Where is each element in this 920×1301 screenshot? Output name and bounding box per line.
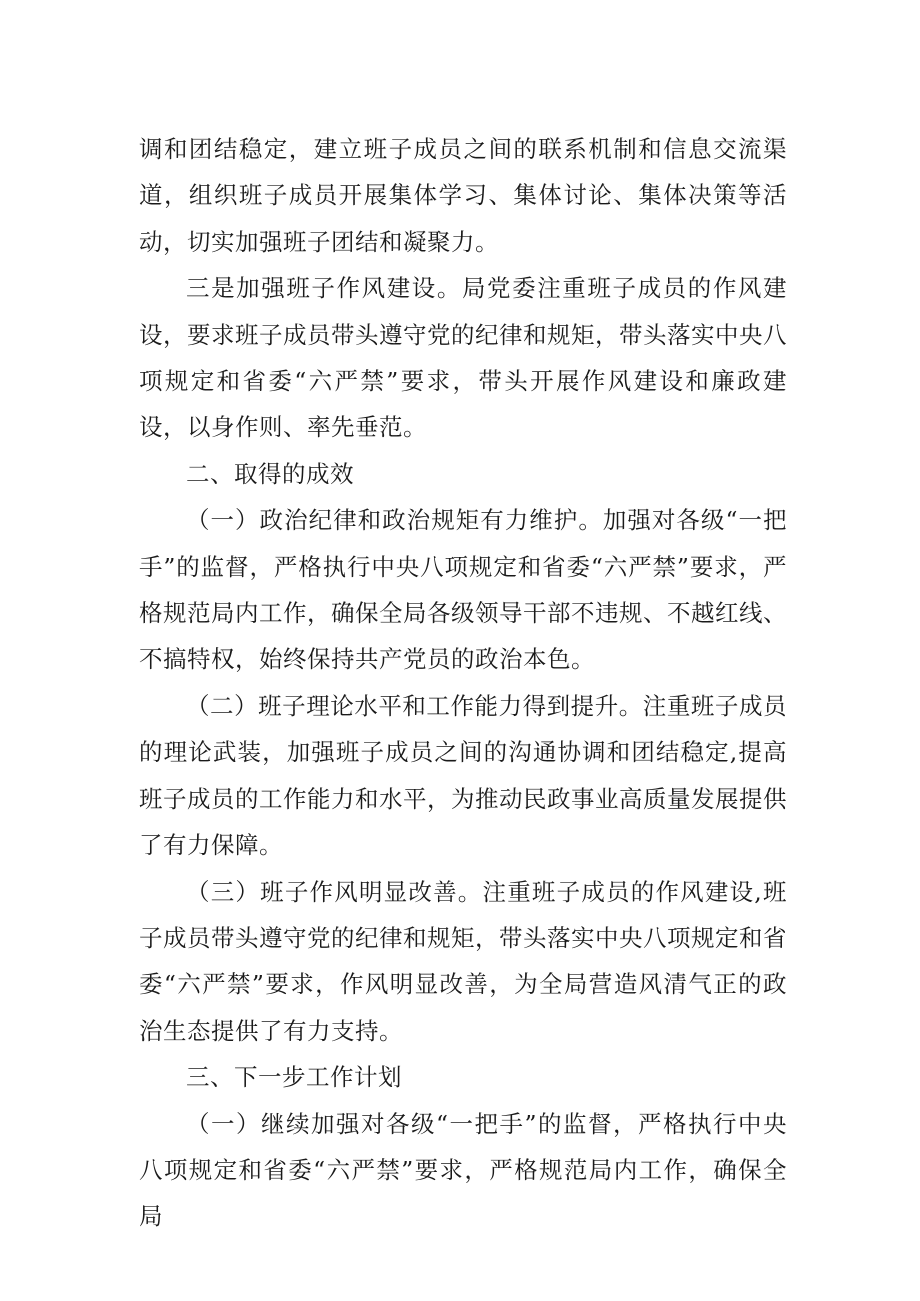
paragraph-result-2: （二）班子理论水平和工作能力得到提升。注重班子成员的理论武装，加强班子成员之间的沟通协调和团结稳定,提高班子成员的工作能力和水平，为推动民政事业高质量发展提供了有力保障。 (139, 691, 787, 860)
paragraph-style-building: 三是加强班子作风建设。局党委注重班子成员的作风建设，要求班子成员带头遵守党的纪律和规矩，带头落实中央八项规定和省委“六严禁”要求，带头开展作风建设和廉政建设，以身作则、率先垂范。 (139, 274, 787, 442)
section-heading-next-steps: 三、下一步工作计划 (186, 1063, 402, 1092)
document-body (139, 126, 787, 1240)
paragraph-plan-1: （一）继续加强对各级“一把手”的监督，严格执行中央八项规定和省委“六严禁”要求，严格规范局内工作，确保全局 (139, 1109, 787, 1231)
paragraph-continued: 调和团结稳定，建立班子成员之间的联系机制和信息交流渠道，组织班子成员开展集体学习、集体讨论、集体决策等活动，切实加强班子团结和凝聚力。 (139, 135, 787, 256)
section-heading-results: 二、取得的成效 (186, 459, 354, 488)
paragraph-result-3: （三）班子作风明显改善。注重班子成员的作风建设,班子成员带头遵守党的纪律和规矩，带头落实中央八项规定和省委“六严禁”要求，作风明显改善，为全局营造风清气正的政治生态提供了有力支持。 (139, 877, 787, 1045)
paragraph-result-1: （一）政治纪律和政治规矩有力维护。加强对各级“一把手”的监督，严格执行中央八项规定和省委“六严禁”要求，严格规范局内工作，确保全局各级领导干部不违规、不越红线、不搞特权，始终保持共产党员的政治本色。 (139, 506, 787, 674)
